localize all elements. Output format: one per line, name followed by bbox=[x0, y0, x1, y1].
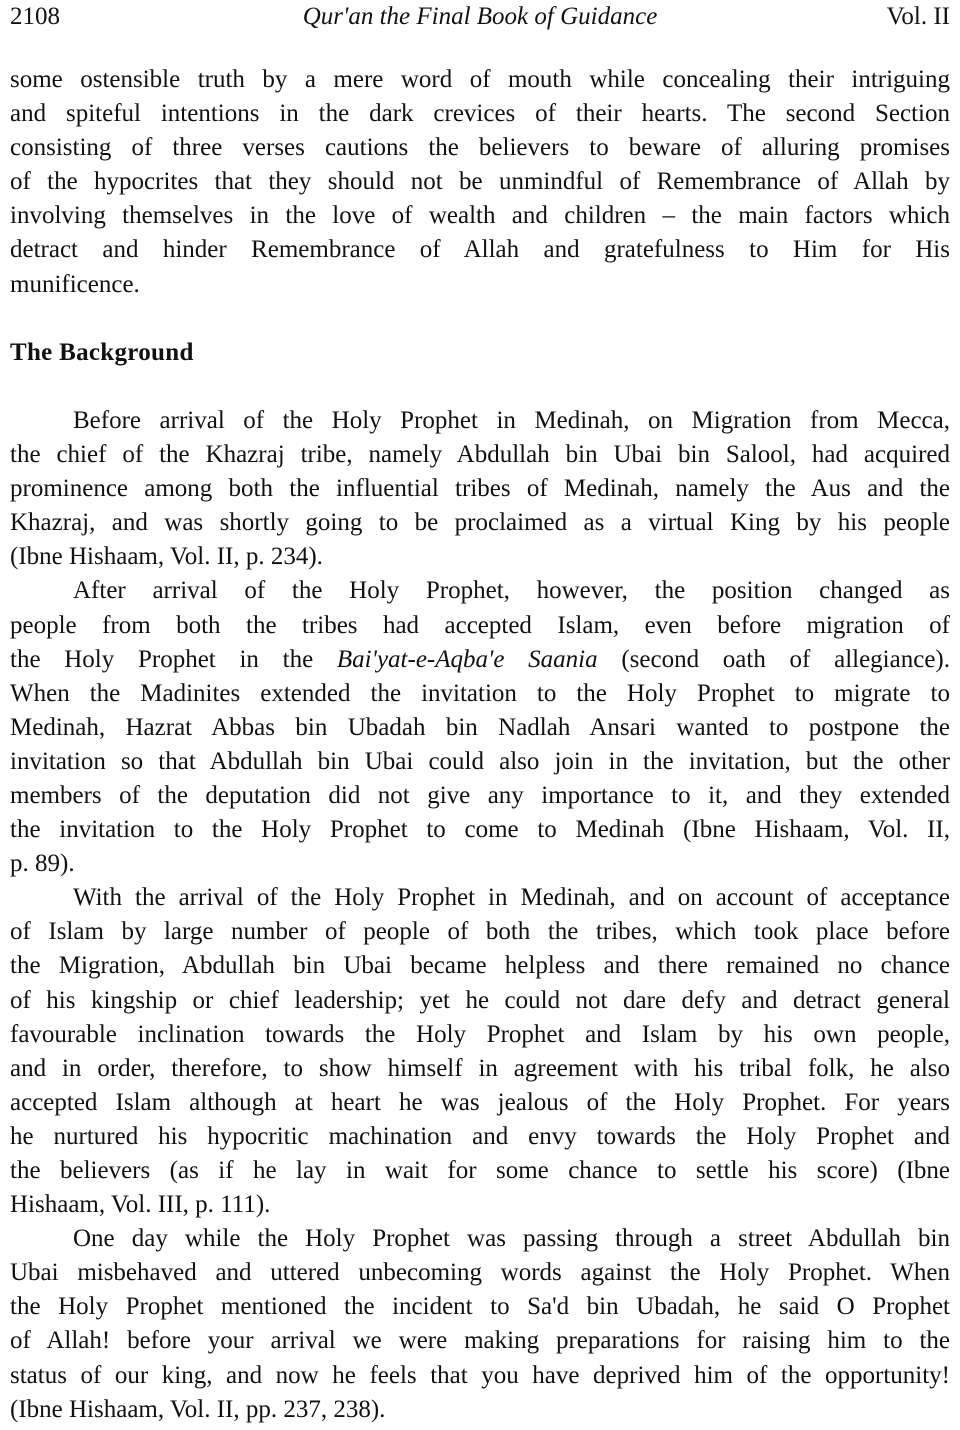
page-body bbox=[10, 63, 950, 1427]
text-line: of Islam by large number of people of both the tribes, which took place before bbox=[10, 918, 950, 946]
text-line: accepted Islam although at heart he was jealous of the Holy Prophet. For years bbox=[10, 1088, 950, 1116]
text-line: the Migration, Abdullah bin Ubai became helpless and there remained no chance bbox=[10, 952, 950, 980]
text-line: p. 89). bbox=[10, 850, 75, 878]
paragraph bbox=[10, 881, 950, 1222]
text-line: Medinah, Hazrat Abbas bin Ubadah bin Nadlah Ansari wanted to postpone the bbox=[10, 713, 950, 741]
text-line: of Allah! before your arrival we were making preparations for raising him to the bbox=[10, 1327, 950, 1355]
text-line: detract and hinder Remembrance of Allah and gratefulness to Him for His bbox=[10, 236, 950, 264]
text-line: the Holy Prophet mentioned the incident to Sa'd bin Ubadah, he said O Prophet bbox=[10, 1293, 950, 1321]
paragraph bbox=[10, 404, 950, 574]
text-line: the chief of the Khazraj tribe, namely Abdullah bin Ubai bin Salool, had acquired bbox=[10, 441, 950, 469]
text-line: consisting of three verses cautions the believers to beware of alluring promises bbox=[10, 134, 950, 162]
text-line: he nurtured his hypocritic machination and envy towards the Holy Prophet and bbox=[10, 1122, 950, 1150]
text-line: After arrival of the Holy Prophet, however, the position changed as bbox=[73, 577, 950, 605]
paragraph bbox=[10, 574, 950, 881]
text-line: the invitation to the Holy Prophet to come to Medinah (Ibne Hishaam, Vol. II, bbox=[10, 816, 950, 844]
text-line: people from both the tribes had accepted Islam, even before migration of bbox=[10, 611, 950, 639]
running-header bbox=[10, 0, 950, 34]
text-line: (Ibne Hishaam, Vol. II, p. 234). bbox=[10, 543, 323, 571]
text-line: members of the deputation did not give any importance to it, and they extended bbox=[10, 781, 950, 809]
text-line: and in order, therefore, to show himself in agreement with his tribal folk, he also bbox=[10, 1054, 950, 1082]
text-line: With the arrival of the Holy Prophet in Medinah, and on account of acceptance bbox=[73, 884, 950, 912]
text-segment: (second oath of allegiance). bbox=[597, 645, 950, 673]
text-line: of his kingship or chief leadership; yet he could not dare defy and detract general bbox=[10, 986, 950, 1014]
text-line: and spiteful intentions in the dark crevices of their hearts. The second Section bbox=[10, 100, 950, 128]
text-line: invitation so that Abdullah bin Ubai could also join in the invitation, but the other bbox=[10, 747, 950, 775]
volume-label: Vol. II bbox=[886, 3, 950, 30]
text-line: some ostensible truth by a mere word of mouth while concealing their intriguing bbox=[10, 66, 950, 93]
text-line: involving themselves in the love of wealth and children – the main factors which bbox=[10, 202, 950, 230]
section-heading: The Background bbox=[10, 338, 194, 366]
page-number: 2108 bbox=[10, 3, 60, 30]
blank-line bbox=[10, 370, 950, 404]
text-line: Before arrival of the Holy Prophet in Medinah, on Migration from Mecca, bbox=[73, 406, 950, 434]
text-line: the believers (as if he lay in wait for some chance to settle his score) (Ibne bbox=[10, 1157, 950, 1184]
text-line: status of our king, and now he feels that you have deprived him of the opportunity! bbox=[10, 1361, 950, 1389]
text-line: of the hypocrites that they should not be unmindful of Remembrance of Allah by bbox=[10, 168, 950, 196]
paragraph bbox=[10, 1222, 950, 1427]
text-line: Hishaam, Vol. III, p. 111). bbox=[10, 1191, 271, 1219]
text-line: (Ibne Hishaam, Vol. II, pp. 237, 238). bbox=[10, 1395, 386, 1423]
text-line: Khazraj, and was shortly going to be proclaimed as a virtual King by his people bbox=[10, 509, 950, 537]
text-line: One day while the Holy Prophet was passing through a street Abdullah bin bbox=[73, 1225, 950, 1253]
italic-term: Bai'yat-e-Aqba'e Saania bbox=[336, 645, 598, 673]
text-line bbox=[10, 643, 950, 677]
text-segment: the Holy Prophet in the bbox=[10, 645, 337, 673]
text-line: munificence. bbox=[10, 270, 140, 298]
text-line: favourable inclination towards the Holy Prophet and Islam by his own people, bbox=[10, 1020, 950, 1048]
text-line: When the Madinites extended the invitation to the Holy Prophet to migrate to bbox=[10, 679, 950, 707]
text-line: prominence among both the influential tribes of Medinah, namely the Aus and the bbox=[10, 475, 950, 503]
book-title: Qur'an the Final Book of Guidance bbox=[302, 3, 658, 30]
paragraph bbox=[10, 63, 950, 302]
blank-line bbox=[10, 302, 950, 336]
text-line: Ubai misbehaved and uttered unbecoming words against the Holy Prophet. When bbox=[10, 1259, 950, 1287]
